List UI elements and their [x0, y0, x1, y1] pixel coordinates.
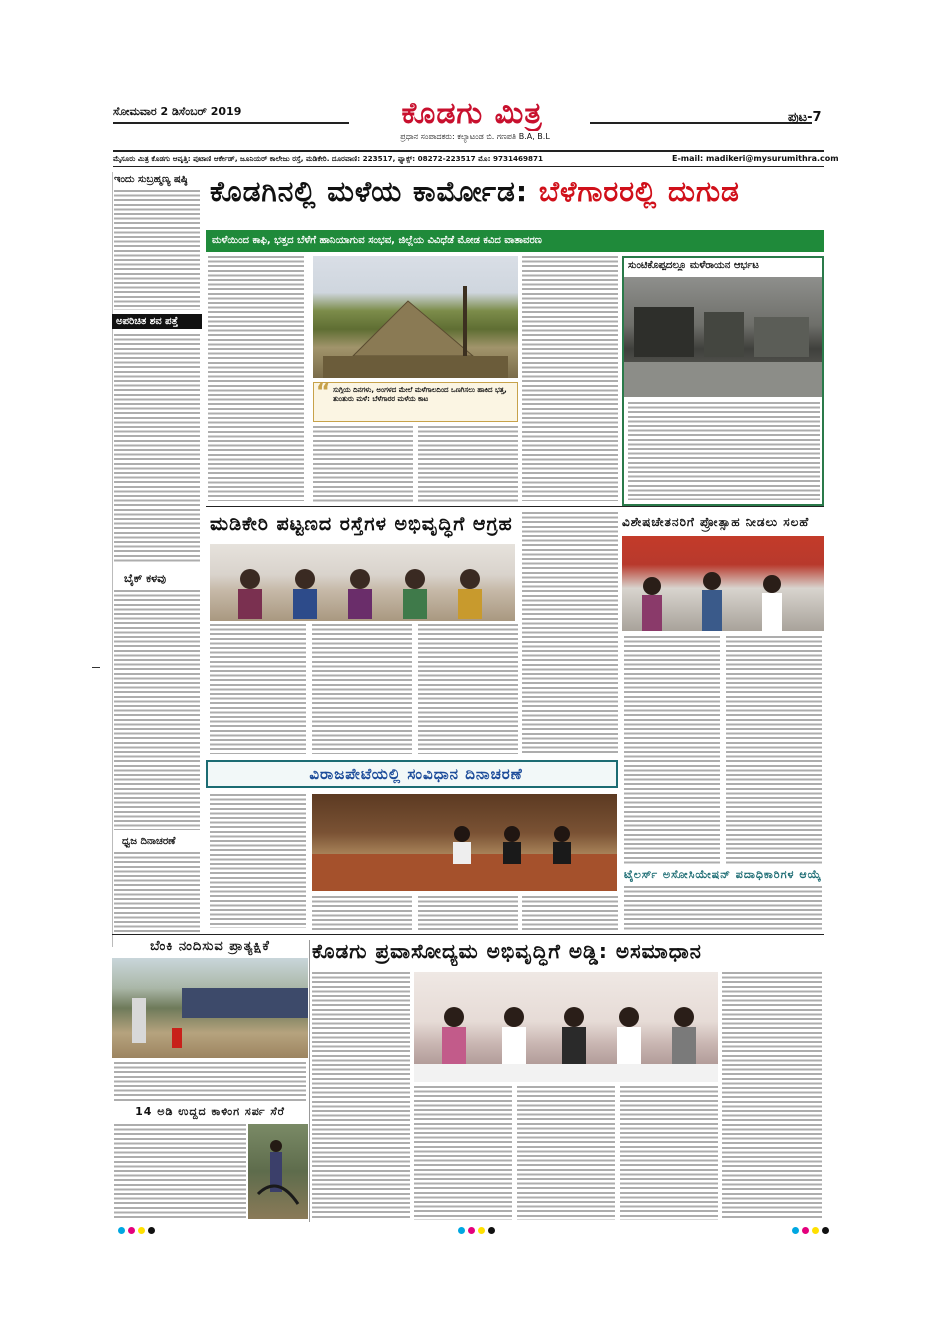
- masthead-date: ಸೋಮವಾರ 2 ಡಿಸೆಂಬರ್ 2019: [113, 105, 242, 118]
- story-6-photo: [112, 958, 308, 1058]
- reg-dot-magenta-center: [468, 1227, 475, 1234]
- lead-headline-black: ಕೊಡಗಿನಲ್ಲಿ ಮಳೆಯ ಕಾರ್ಮೋಡ:: [210, 175, 539, 208]
- reg-dot-cyan-right: [792, 1227, 799, 1234]
- story-8-headline: 14 ಅಡಿ ಉದ್ದದ ಕಾಳಿಂಗ ಸರ್ಪ ಸೆರೆ: [135, 1105, 285, 1118]
- story-4-photo: [312, 794, 617, 891]
- story-7-body-col-1: [312, 972, 410, 1220]
- story-2-body-col-2: [312, 624, 412, 754]
- reg-dot-yellow-right: [812, 1227, 819, 1234]
- story-7-photo: [414, 972, 718, 1082]
- quote-text: ಸುಗ್ಗಿಯ ದಿನಗಳು, ಅಂಗಳದ ಮೇಲೆ ಮಳೆಗಾಲದಿಂದ ಒಣಗಿಸಲು ಹಾಕಿದ ಭತ್ತ, ತುಂತುರು ಮಳೆ: ಬೆಳೆಗಾರರ ಮಳೆಯ ಕಾಟ: [333, 386, 507, 403]
- story-7-body-col-2: [414, 1086, 512, 1220]
- story-6-headline: ಬೆಂಕಿ ನಂದಿಸುವ ಪ್ರಾತ್ಯಕ್ಷಿಕೆ: [150, 939, 270, 954]
- story-2-body-col-3: [418, 624, 518, 754]
- lead-body-col-3: [418, 426, 518, 502]
- left-story-1-heading: ಇಂದು ಸುಬ್ರಹ್ಮಣ್ಯ ಷಷ್ಠಿ: [114, 174, 188, 185]
- panel-people-shapes: [210, 544, 515, 621]
- stage-people-shapes: [312, 794, 617, 891]
- reg-dot-black-right: [822, 1227, 829, 1234]
- press-meet-people-shapes: [414, 972, 718, 1082]
- story-4-body-col-1: [210, 794, 306, 928]
- masthead-title: ಕೊಡಗು ಮಿತ್ರ: [401, 96, 543, 131]
- masthead-rule-right: [590, 122, 812, 124]
- story-2-body-col-4: [522, 512, 618, 754]
- reg-dot-black-center: [488, 1227, 495, 1234]
- address-text: ಮೈಸೂರು ಮಿತ್ರ ಕೊಡಗು ಆವೃತ್ತಿ: ಪುಟಾಣಿ ಆರ್ಕೇಡ್, ಜೂನಿಯರ್ ಕಾಲೇಜು ರಸ್ತೆ, ಮಡಿಕೇರಿ. ದೂರವಾಣಿ: 223517, ಫ್ಯಾಕ್ಸ್: 08272-223517 ಮೊ: 9731469871: [113, 154, 543, 163]
- story-8-body: [114, 1124, 246, 1219]
- reg-dot-cyan-left: [118, 1227, 125, 1234]
- quote-mark-icon: “: [316, 380, 331, 405]
- lead-headline-red: ಬೆಳೆಗಾರರಲ್ಲಿ ದುಗುಡ: [538, 175, 740, 208]
- left-column-border: [112, 172, 113, 947]
- reg-dot-cyan-center: [458, 1227, 465, 1234]
- masthead-editor: ಪ್ರಧಾನ ಸಂಪಾದಕರು: ಕಲ್ಯಾಟಂಡ ಬಿ. ಗಣಪತಿ B.A, B.L: [400, 132, 550, 141]
- story-3-body-col-1: [624, 636, 720, 864]
- left-story-4-body: [114, 852, 200, 932]
- story-3-body-col-2: [726, 636, 822, 864]
- lead-body-col-4: [522, 256, 618, 501]
- left-story-2-heading: ಅಪರಿಚಿತ ಶವ ಪತ್ತೆ: [116, 316, 179, 327]
- left-story-2-body: [114, 334, 200, 564]
- story-4-body-col-3: [418, 896, 518, 930]
- story-4-body-col-2: [312, 896, 412, 930]
- reg-dot-yellow-center: [478, 1227, 485, 1234]
- reg-dot-black-left: [148, 1227, 155, 1234]
- story-3-headline: ವಿಶೇಷಚೇತನರಿಗೆ ಪ್ರೋತ್ಸಾಹ ನೀಡಲು ಸಲಹೆ: [622, 515, 810, 529]
- col-rule-1: [309, 940, 310, 1222]
- story-5-headline: ಟೈಲರ್ಸ್ ಅಸೋಸಿಯೇಷನ್ ಪದಾಧಿಕಾರಿಗಳ ಆಯ್ಕೆ: [624, 868, 822, 881]
- masthead-rule-left: [113, 122, 349, 124]
- reg-dot-magenta-left: [128, 1227, 135, 1234]
- story-2-body-col-1: [210, 624, 306, 754]
- meeting-people-shapes: [622, 536, 824, 631]
- lead-body-col-2: [313, 426, 413, 502]
- story-2-photo: [210, 544, 515, 621]
- snake-catcher-shape: [248, 1124, 308, 1219]
- reg-dot-magenta-right: [802, 1227, 809, 1234]
- story-7-body-col-5: [722, 972, 822, 1220]
- auto-rickshaw-shapes: [624, 277, 822, 397]
- lead-subhead: ಮಳೆಯಿಂದ ಕಾಫಿ, ಭತ್ತದ ಬೆಳೆಗೆ ಹಾನಿಯಾಗುವ ಸಂಭವ, ಜಿಲ್ಲೆಯ ವಿವಿಧೆಡೆ ಮೋಡ ಕವಿದ ವಾತಾವರಣ: [212, 235, 542, 246]
- story-7-body-col-3: [517, 1086, 615, 1220]
- story-4-body-col-4: [522, 896, 618, 930]
- story-2-headline: ಮಡಿಕೇರಿ ಪಟ್ಟಣದ ರಸ್ತೆಗಳ ಅಭಿವೃದ್ಧಿಗೆ ಆಗ್ರಹ: [210, 513, 513, 535]
- story-7-body-col-4: [620, 1086, 718, 1220]
- left-story-3-body: [114, 590, 200, 830]
- page-number: ಪುಟ-7: [788, 110, 822, 125]
- left-story-3-heading: ಬೈಕ್ ಕಳವು: [124, 572, 167, 585]
- left-story-1-body: [114, 190, 200, 310]
- story-4-headline: ವಿರಾಜಪೇಟೆಯಲ್ಲಿ ಸಂವಿಧಾನ ದಿನಾಚರಣೆ: [309, 765, 523, 783]
- students-crowd-shapes: [112, 958, 308, 1058]
- email-text: E-mail: madikeri@mysurumithra.com: [672, 154, 839, 163]
- divider-1: [206, 506, 824, 507]
- lead-body-col-1: [208, 256, 304, 501]
- left-story-4-heading: ಧ್ವಜ ದಿನಾಚರಣೆ: [122, 836, 176, 847]
- suntikoppa-photo: [624, 277, 822, 397]
- reg-dot-yellow-left: [138, 1227, 145, 1234]
- suntikoppa-heading: ಸುಂಟಿಕೊಪ್ಪದಲ್ಲೂ ಮಳೆರಾಯನ ಆರ್ಭಟ: [628, 260, 759, 271]
- story-5-body: [624, 886, 822, 932]
- story-8-photo: [248, 1124, 308, 1219]
- lead-headline: [210, 172, 824, 212]
- story-6-body: [114, 1062, 306, 1102]
- lead-photo-paddy: [313, 256, 518, 378]
- margin-tick: [92, 667, 100, 668]
- hay-stack-shape: [313, 256, 518, 378]
- story-3-photo: [622, 536, 824, 631]
- story-7-headline: ಕೊಡಗು ಪ್ರವಾಸೋದ್ಯಮ ಅಭಿವೃದ್ಧಿಗೆ ಅಡ್ಡಿ: ಅಸಮಾಧಾನ: [312, 939, 702, 963]
- suntikoppa-body: [628, 402, 820, 500]
- divider-2: [112, 934, 824, 935]
